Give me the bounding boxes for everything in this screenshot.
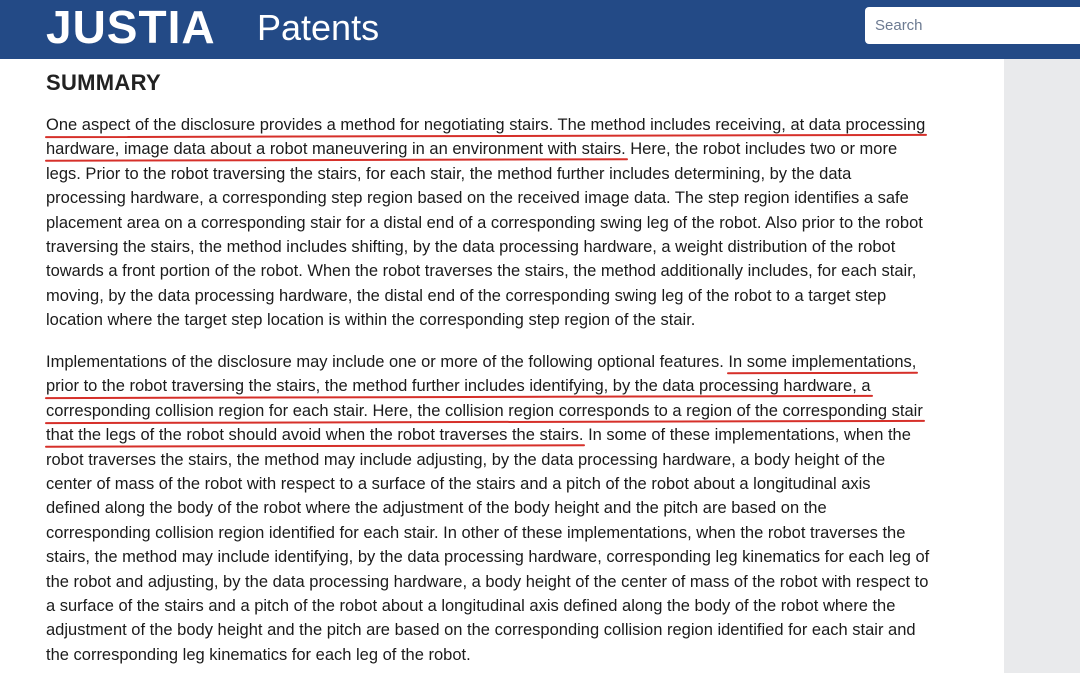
text-line: the robot and adjusting, by the data processing hardware, a body height of the center of mass of the robot with respect to — [46, 572, 929, 591]
text-line: legs. Prior to the robot traversing the stairs, for each stair, the method further includes determining, by the data — [46, 164, 852, 183]
right-sidebar — [1004, 59, 1080, 673]
underlined-text: prior to the robot traversing the stairs, the method further includes identifying, by the data processing hardware, a — [46, 377, 871, 396]
summary-paragraph-1 — [46, 113, 986, 333]
search-input[interactable] — [865, 7, 1080, 44]
underlined-text: In some implementations, — [728, 353, 917, 371]
text-line: that the legs of the robot should avoid when the robot traverses the stairs. In some of these implementations, when the — [46, 426, 911, 445]
text-line — [46, 113, 986, 137]
underlined-text: One aspect of the disclosure provides a method for negotiating stairs. The method includes receiving, at data processing — [46, 116, 926, 134]
text-line: corresponding collision region identified for each stair. In other of these implementations, when the robot traverses the — [46, 523, 906, 542]
text-line: center of mass of the robot with respect to a surface of the stairs and a pitch of the robot about a longitudinal axis — [46, 475, 871, 494]
underlined-text: that the legs of the robot should avoid when the robot traverses the stairs. — [46, 426, 584, 445]
summary-paragraph-2 — [46, 350, 986, 667]
summary-heading: SUMMARY — [46, 70, 161, 95]
patents-title[interactable]: Patents — [257, 7, 380, 48]
justia-logo[interactable]: JUSTIA — [46, 1, 216, 53]
text-line: the corresponding leg kinematics for each leg of the robot. — [46, 645, 471, 664]
text-line: stairs, the method may include identifying, by the data processing hardware, corresponding leg kinematics for each leg of — [46, 548, 930, 567]
text-line: Implementations of the disclosure may include one or more of the following optional features. In some implementations, — [46, 353, 917, 371]
underlined-text: hardware, image data about a robot maneuvering in an environment with stairs. — [46, 140, 626, 159]
text-line — [46, 399, 986, 423]
text-line: robot traverses the stairs, the method may include adjusting, by the data processing hardware, a body height of the — [46, 450, 886, 469]
text-line: processing hardware, a corresponding step region based on the received image data. The step region identifies a safe — [46, 189, 909, 208]
text-line: moving, by the data processing hardware, the distal end of the corresponding swing leg of the robot to a target step — [46, 286, 887, 305]
site-header — [0, 0, 1080, 59]
text-line: hardware, image data about a robot maneuvering in an environment with stairs. Here, the robot includes two or more — [46, 140, 898, 159]
text-line: a surface of the stairs and a pitch of the robot about a longitudinal axis defined along the body of the robot where the — [46, 597, 896, 616]
text-line — [46, 374, 986, 398]
text-line: adjustment of the body height and the pitch are based on the corresponding collision region identified for each stair and — [46, 621, 916, 640]
text-line: towards a front portion of the robot. When the robot traverses the stairs, the method additionally includes, for each stair, — [46, 262, 917, 281]
text-line: defined along the body of the robot where the adjustment of the body height and the pitch are based on the — [46, 499, 827, 518]
text-line: traversing the stairs, the method includes shifting, by the data processing hardware, a weight distribution of the robot — [46, 238, 896, 257]
text-line: location where the target step location is within the corresponding step region of the stair. — [46, 311, 696, 330]
text-line: placement area on a corresponding stair for a distal end of a corresponding swing leg of the robot. Also prior to the robot — [46, 213, 923, 232]
underlined-text: corresponding collision region for each stair. Here, the collision region corresponds to a region of the corresponding stair — [46, 401, 923, 420]
